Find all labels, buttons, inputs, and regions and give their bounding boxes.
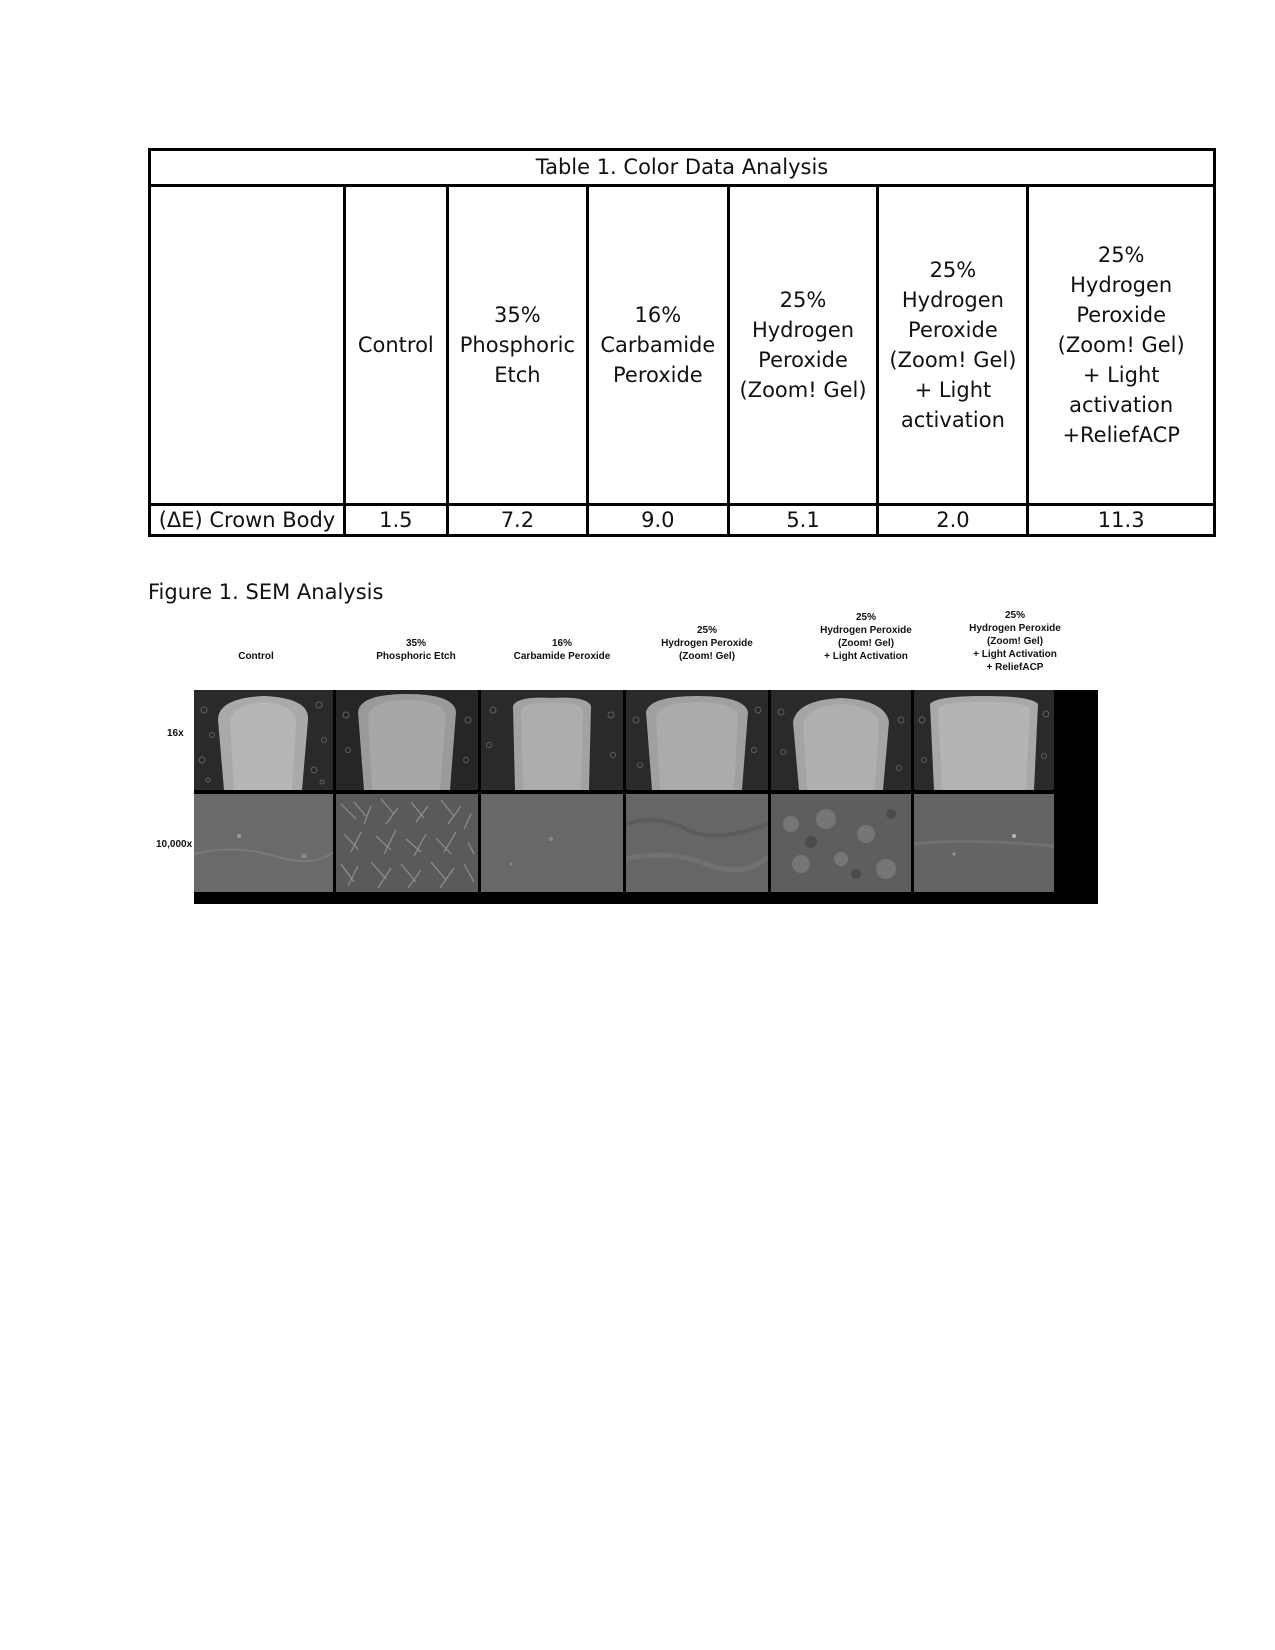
sem-image-16x-hydrogen-peroxide-light bbox=[771, 690, 911, 790]
sem-image-16x-carbamide-peroxide bbox=[481, 690, 623, 790]
figure-column-label-control: Control bbox=[238, 651, 274, 662]
header-hydrogen-peroxide: 25% Hydrogen Peroxide (Zoom! Gel) bbox=[728, 186, 878, 505]
value-hydrogen-peroxide-light-reliefacp: 11.3 bbox=[1028, 505, 1215, 536]
table-row bbox=[150, 505, 1215, 536]
sem-image-10000x-hydrogen-peroxide-light-reliefacp bbox=[914, 794, 1054, 892]
sem-image-10000x-hydrogen-peroxide bbox=[626, 794, 768, 892]
row-label-crown-body: (ΔE) Crown Body bbox=[150, 505, 345, 536]
sem-image-16x-phosphoric-etch bbox=[336, 690, 478, 790]
header-control: Control bbox=[344, 186, 447, 505]
value-phosphoric-etch: 7.2 bbox=[447, 505, 587, 536]
sem-image-16x-control bbox=[194, 690, 333, 790]
value-control: 1.5 bbox=[344, 505, 447, 536]
header-hydrogen-peroxide-light-reliefacp: 25% Hydrogen Peroxide (Zoom! Gel) + Light activation +ReliefACP bbox=[1028, 186, 1215, 505]
figure-row-label-10000x: 10,000x bbox=[156, 839, 193, 850]
header-phosphoric-etch: 35% Phosphoric Etch bbox=[447, 186, 587, 505]
figure-column-label-hydrogen-peroxide-light: 25% Hydrogen Peroxide (Zoom! Gel) + Light Activation bbox=[820, 612, 912, 662]
figure-row-label-16x: 16x bbox=[167, 728, 184, 739]
table-caption: Table 1. Color Data Analysis bbox=[150, 150, 1215, 186]
sem-image-16x-hydrogen-peroxide bbox=[626, 690, 768, 790]
figure-column-label-hydrogen-peroxide: 25% Hydrogen Peroxide (Zoom! Gel) bbox=[661, 625, 753, 662]
sem-image-grid bbox=[194, 690, 1098, 904]
figure-column-label-phosphoric-etch: 35% Phosphoric Etch bbox=[376, 638, 456, 662]
sem-image-10000x-carbamide-peroxide bbox=[481, 794, 623, 892]
sem-figure bbox=[148, 610, 1123, 904]
value-hydrogen-peroxide-light: 2.0 bbox=[878, 505, 1028, 536]
sem-image-10000x-phosphoric-etch bbox=[336, 794, 478, 892]
sem-image-16x-hydrogen-peroxide-light-reliefacp bbox=[914, 690, 1054, 790]
table-header-row bbox=[150, 186, 1215, 505]
table-caption-row bbox=[150, 150, 1215, 186]
value-hydrogen-peroxide: 5.1 bbox=[728, 505, 878, 536]
figure-column-label-hydrogen-peroxide-light-reliefacp: 25% Hydrogen Peroxide (Zoom! Gel) + Light Activation + ReliefACP bbox=[969, 610, 1061, 673]
figure-column-label-carbamide-peroxide: 16% Carbamide Peroxide bbox=[513, 638, 611, 662]
header-carbamide-peroxide: 16% Carbamide Peroxide bbox=[588, 186, 728, 505]
figure-title: Figure 1. SEM Analysis bbox=[148, 580, 384, 604]
header-hydrogen-peroxide-light: 25% Hydrogen Peroxide (Zoom! Gel) + Light activation bbox=[878, 186, 1028, 505]
color-data-table bbox=[148, 148, 1216, 537]
header-blank-cell bbox=[150, 186, 345, 505]
value-carbamide-peroxide: 9.0 bbox=[588, 505, 728, 536]
sem-image-10000x-control bbox=[194, 794, 333, 892]
sem-image-10000x-hydrogen-peroxide-light bbox=[771, 794, 911, 892]
